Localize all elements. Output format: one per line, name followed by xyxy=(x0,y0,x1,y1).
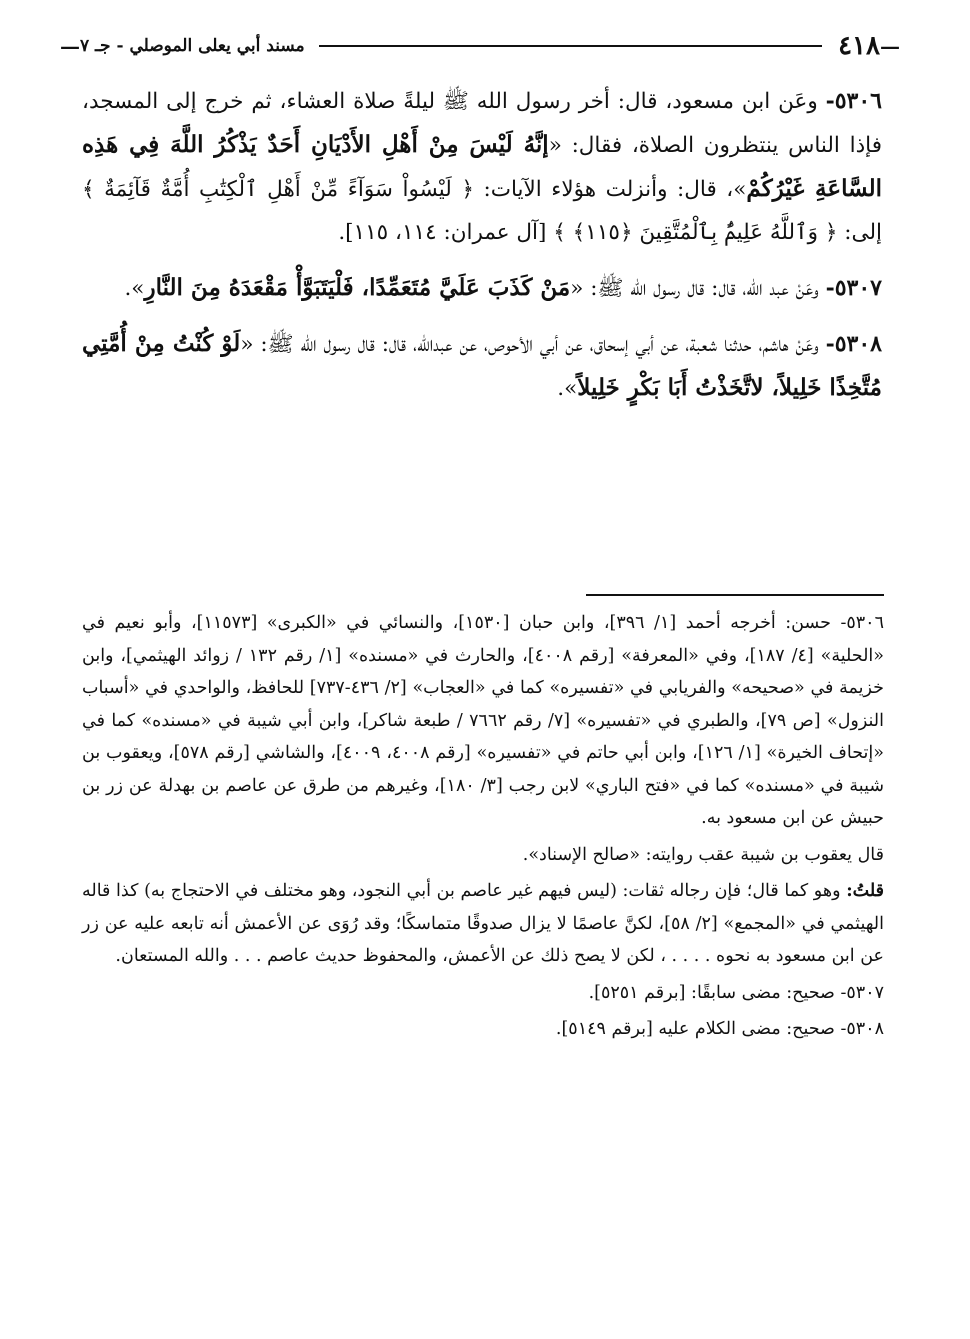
hadith-number: ٥٣٠٦- xyxy=(825,88,882,114)
hadith-number: ٥٣٠٧- xyxy=(825,275,882,301)
footnote-grade: حسن: xyxy=(785,613,841,633)
hadith-5306 xyxy=(82,80,882,254)
hadith-narration-end: ». xyxy=(124,276,145,301)
footnote-5306 xyxy=(82,607,884,835)
hadith-narration: وعَنْ هاشم، حدثنا شعبة، عن أبي إسحاق، عن أبي الأحوص، عن عبدالله، قال: قال رسول الله ﷺ: « xyxy=(240,332,826,357)
hadith-number: ٥٣٠٨- xyxy=(825,331,882,357)
hadith-narration-end: ». xyxy=(557,376,578,401)
prophetic-quote: لَوْ كُنْتُ مِنْ أُمَّتِي مُتَّخِذًا خَلِيلاً، لاتَّخَذْتُ أَبَا بَكْرٍ خَلِيلاً xyxy=(82,330,882,401)
hadith-narration: وعَنْ عبد الله، قال: قال رسول الله ﷺ: « xyxy=(570,276,826,301)
footnote-yaqub: قال يعقوب بن شيبة عقب روايته: «صالح الإسناد». xyxy=(522,844,884,865)
prophetic-quote: إنَّهُ لَيْسَ مِنْ أَهْلِ الأَدْيَانِ أَحَدٌ يَذْكُرُ اللَّهَ فِي هَذِه السَّاعَةِ غَيْرُكُمْ xyxy=(82,131,883,202)
hadith-5308 xyxy=(82,322,882,410)
running-title: مسند أبي يعلى الموصلي - جـ ٧ xyxy=(80,36,305,56)
footnote-5307 xyxy=(82,977,884,1010)
footnote-text: أخرجه أحمد [١/ ٣٩٦]، وابن حبان [١٥٣٠]، والنسائي في «الكبرى» [١١٥٧٣]، وأبو نعيم في «الحلية» [٤/ ١٨٧]، وفي «المعرفة» [رقم ٤٠٠٨]، والحارث في «مسنده» [١/ رقم ١٣٢ / زوائد الهيثمي]، وابن خزيمة في «صحيحه» والفريابي في «تفسيره» كما في «العجاب» [٢/ ٤٣٦-٧٣٧] للحافظ، والواحدي في «أسباب النزول» [ص ٧٩]، والطبري في «تفسيره» [٧/ رقم ٧٦٦٢ / طبعة شاكر]، وابن أبي شيبة في «مسنده» كما في «إتحاف الخيرة» [١/ ١٢٦]، وابن أبي حاتم في «تفسيره» [رقم ٤٠٠٨، ٤٠٠٩]، والشاشي [رقم ٥٧٨]، ويعقوب بن شيبة في «مسنده» كما في «فتح الباري» لابن رجب [٣/ ١٨٠]، وغيرهم من طرق عن عاصم بن بهدلة عن زر بن حبيش عن ابن مسعود به. xyxy=(82,613,885,828)
prophetic-quote: مَنْ كَذَبَ عَلَيَّ مُتَعَمِّدًا، فَلْيَتَبَوَّأْ مَقْعَدَهُ مِنَ النَّارِ xyxy=(144,274,571,301)
footnote-text: وهو كما قال؛ فإن رجاله ثقات: (ليس فيهم غير عاصم بن أبي النجود، وهو مختلف في الاحتجاج به) كذا قاله الهيثمي في «المجمع» [٢/ ٥٨]، لكنَّ عاصمًا لا يزال صدوقًا متماسكًا؛ وقد رُوَى عن الأعمش أنه تابعه عليه عن زر عن ابن مسعود به نحوه . . . . ، لكن لا يصح ذلك عن الأعمش، والمحفوظ حديث عاصم . . . والله المستعان. xyxy=(82,881,884,966)
header-rule xyxy=(319,45,822,47)
hadith-text xyxy=(82,80,882,422)
footnote-text: مضى سابقًا: [برقم ٥٢٥١]. xyxy=(588,982,787,1003)
footnote-grade: صحيح: xyxy=(786,982,841,1003)
footnote-grade: صحيح: xyxy=(786,1019,841,1039)
footnote-number: ٥٣٠٨- xyxy=(840,1019,884,1039)
footnote-qultu xyxy=(82,875,884,973)
footnote-text: مضى الكلام عليه [برقم ٥١٤٩]. xyxy=(555,1019,787,1039)
footnotes xyxy=(82,607,884,1050)
footnote-number: ٥٣٠٦- xyxy=(840,613,884,633)
page-number: ٤١٨ xyxy=(838,31,880,61)
qultu-label: قلتُ: xyxy=(846,881,884,901)
footnote-5308 xyxy=(82,1013,884,1046)
hadith-narration: وعَن ابن مسعود، قال: أخر رسول الله ﷺ ليلةً صلاة العشاء، ثم خرج إلى المسجد، فإذا الناس ينتظرون الصلاة، فقال: « xyxy=(82,89,882,158)
footnote-number: ٥٣٠٧- xyxy=(840,982,884,1003)
hadith-narration-end: »، قال: وأنزلت هؤلاء الآيات: ﴿ لَيْسُواْ سَوَآءً مِّنْ أَهْلِ ٱلْكِتَٰبِ أُمَّةٌ قَآئِمَةٌ ﴾ إلى: ﴿ وَٱللَّهُ عَلِيمٌۢ بِٱلْمُتَّقِينَ ﴿١١٥﴾ ﴾ [آل عمران: ١١٤، ١١٥]. xyxy=(82,177,882,245)
hadith-5307 xyxy=(82,266,882,310)
footnote-separator xyxy=(586,594,884,596)
page-header: — ٤١٨ مسند أبي يعلى الموصلي - جـ ٧ — xyxy=(60,31,900,61)
